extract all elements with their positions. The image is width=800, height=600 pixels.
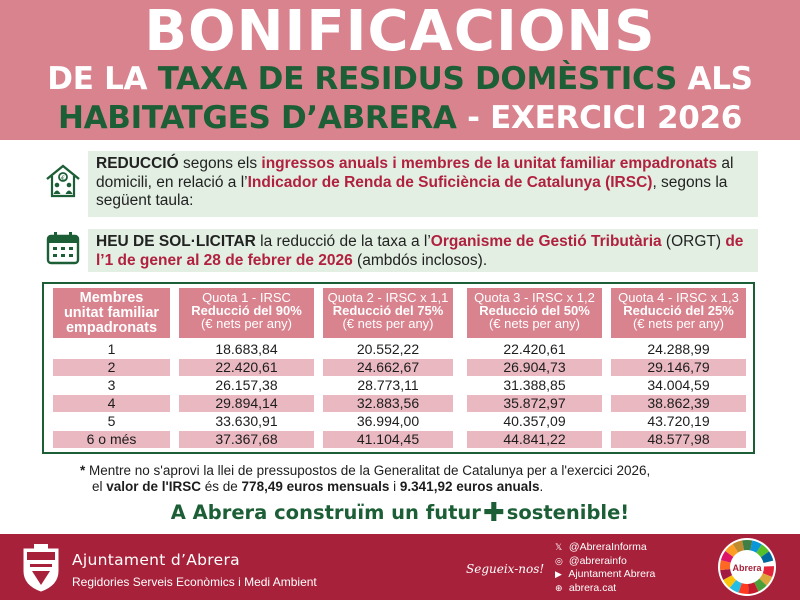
footnote-star: * (80, 463, 86, 478)
footnote-text: . (539, 479, 544, 494)
social-label: abrera.cat (568, 581, 617, 594)
social-links (555, 541, 655, 595)
members-cell: 1 (107, 341, 116, 357)
value-cell: 26.157,38 (215, 377, 278, 393)
info-text: , segons la següent taula: (96, 173, 728, 209)
quota-unit: (€ nets per any) (200, 316, 293, 331)
quota-1-header (179, 288, 314, 338)
members-cell: 2 (53, 359, 170, 376)
value-cell: 36.994,00 (356, 413, 420, 429)
info-text: segons els (178, 155, 262, 172)
value-cell: 26.904,73 (467, 359, 602, 376)
subtitle-part: TAXA DE RESIDUS DOMÈSTICS (157, 61, 678, 97)
value-cell: 34.004,59 (647, 377, 710, 393)
value-cell: 20.552,22 (356, 341, 420, 357)
subtitle-part: ALS (677, 61, 753, 97)
value-cell: 43.720,19 (647, 413, 710, 429)
info-text: HEU DE SOL·LICITAR (96, 233, 256, 250)
info-text: al domicili, en relació a l’ (96, 155, 734, 191)
quota-unit: (€ nets per any) (488, 316, 581, 331)
header-line: Membres (79, 290, 144, 306)
quota-reduction: Reducció del 75% (332, 303, 444, 318)
organization-name: Ajuntament d’Abrera (72, 551, 240, 569)
social-label: @AbreraInforma (568, 541, 647, 553)
value-cell: 37.367,68 (179, 431, 314, 448)
calendar-icon (45, 230, 81, 266)
quota-reduction: Reducció del 90% (191, 303, 302, 318)
subtitle-part: HABITATGES D’ABRERA (57, 100, 457, 136)
info-text: la reducció de la taxa a l’ (255, 233, 431, 250)
social-label: Ajuntament Abrera (568, 568, 656, 580)
quota-reduction: Reducció del 25% (623, 303, 734, 318)
quota-title: Quota 1 - IRSC (202, 290, 291, 305)
quota-unit: (€ nets per any) (632, 316, 725, 331)
info-text: ingressos anuals i membres de la unitat familiar empadronats (261, 155, 718, 172)
footnote-text: el (92, 479, 107, 494)
value-cell: 24.662,67 (323, 359, 453, 376)
info-text: (ambdós inclosos). (352, 251, 488, 269)
info-text: Organisme de Gestió Tributària (430, 233, 662, 250)
header-line: empadronats (65, 320, 158, 336)
reduction-info-box (88, 151, 758, 217)
info-text: de l’1 de gener al 28 de febrer de 2026 (96, 233, 744, 269)
value-cell: 38.862,39 (611, 395, 746, 412)
info-text: Indicador de Renda de Suficiència de Catalunya (IRSC) (247, 173, 653, 191)
members-cell: 6 o més (53, 431, 170, 448)
youtube-icon: ▶ (555, 569, 562, 579)
social-link-web[interactable] (555, 582, 655, 596)
instagram-icon: ◎ (555, 555, 563, 566)
quota-3-header (467, 288, 602, 338)
footnote-line-1 (80, 463, 760, 479)
slogan-text: A Abrera construïm un futur (170, 501, 481, 524)
value-cell: 22.420,61 (503, 341, 566, 357)
web-icon: ⊕ (555, 582, 563, 593)
value-cell: 44.841,22 (467, 431, 602, 448)
quota-4-header (611, 288, 746, 338)
abrera-coat-of-arms-logo (22, 543, 60, 593)
irsc-footnote (80, 463, 760, 495)
value-cell: 41.104,45 (323, 431, 453, 448)
page-title: BONIFICACIONS (144, 0, 656, 64)
quota-2-header (323, 288, 453, 338)
footnote-line-2 (80, 479, 760, 495)
footnote-text: valor de l'IRSC (106, 479, 202, 494)
members-cell: 3 (107, 377, 116, 393)
organization-department: Regidories Serveis Econòmics i Medi Ambient (72, 575, 317, 589)
quota-unit: (€ nets per any) (342, 316, 434, 331)
value-cell: 28.773,11 (357, 377, 419, 393)
x-icon: 𝕏 (555, 542, 563, 552)
quota-title: Quota 2 - IRSC x 1,1 (327, 290, 449, 305)
value-cell: 22.420,61 (179, 359, 314, 376)
header-line: unitat familiar (63, 305, 160, 321)
quota-title: Quota 4 - IRSC x 1,3 (618, 290, 739, 305)
value-cell: 40.357,09 (503, 413, 566, 429)
footnote-text: Mentre no s'aprovi la llei de pressupostos de la Generalitat de Catalunya per a l'exercici 2026, (85, 463, 651, 478)
footnote-text: 778,49 euros mensuals (241, 479, 390, 494)
value-cell: 24.288,99 (647, 341, 710, 357)
value-cell: 29.894,14 (179, 395, 314, 412)
reduction-table (42, 282, 755, 454)
members-column-header (53, 288, 170, 338)
quota-title: Quota 3 - IRSC x 1,2 (474, 290, 595, 305)
social-link-youtube[interactable] (555, 568, 655, 582)
sdg-wheel-logo (716, 536, 778, 598)
info-text: REDUCCIÓ (96, 155, 179, 172)
members-cell: 5 (107, 413, 116, 429)
social-link-x[interactable] (555, 541, 655, 555)
svg-text:€: € (61, 175, 65, 182)
household-income-icon (44, 162, 82, 200)
value-cell: 48.577,98 (611, 431, 746, 448)
value-cell: 32.883,56 (323, 395, 453, 412)
members-cell: 4 (53, 395, 170, 412)
slogan-text: sostenible! (506, 501, 630, 524)
value-cell: 29.146,79 (611, 359, 746, 376)
value-cell: 18.683,84 (215, 341, 278, 357)
subtitle-part: - EXERCICI 2026 (456, 100, 743, 136)
slogan (0, 500, 800, 526)
social-label: @abrerainfo (568, 554, 627, 567)
value-cell: 35.872,97 (467, 395, 602, 412)
plus-icon: ✚ (482, 498, 505, 528)
subtitle-part: DE LA (47, 61, 158, 97)
follow-us-label: Segueix-nos! (466, 562, 545, 576)
value-cell: 33.630,91 (215, 413, 278, 429)
request-info-box (88, 229, 758, 272)
sdg-label: Abrera (732, 563, 762, 573)
value-cell: 31.388,85 (503, 377, 566, 393)
footnote-text: 9.341,92 euros anuals (399, 479, 540, 494)
info-text: (ORGT) (661, 233, 726, 250)
subtitle-line-1 (0, 61, 800, 97)
footnote-text: i (389, 479, 400, 494)
social-link-instagram[interactable] (555, 555, 655, 569)
header-banner (0, 0, 800, 140)
quota-reduction: Reducció del 50% (479, 303, 590, 318)
subtitle-line-2 (0, 100, 800, 136)
footnote-text: és de (201, 479, 242, 494)
